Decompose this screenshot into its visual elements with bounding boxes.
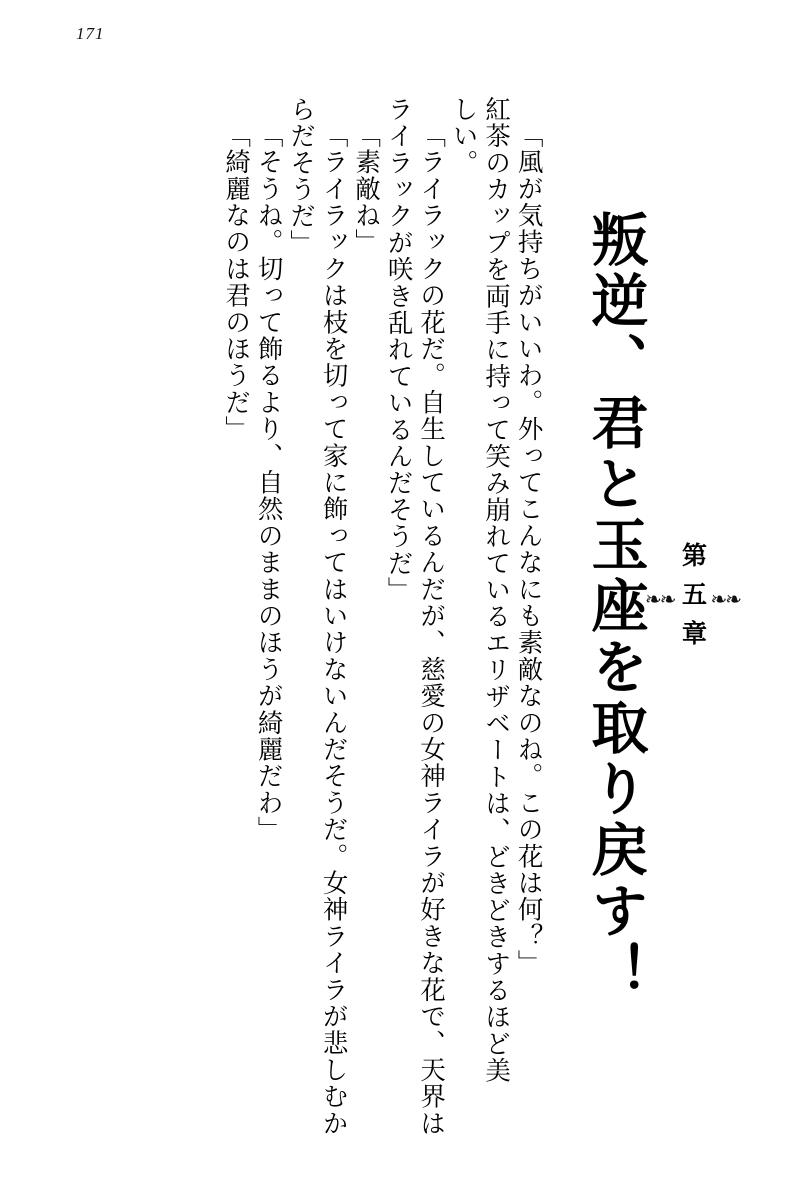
text-line: 「ライラックは枝を切って家に飾ってはいけないんだそうだ。女神ライラが悲しむか [318, 122, 349, 1137]
chapter-title: 叛逆、君と玉座を取り戻す！ [581, 209, 649, 1003]
chapter-heading-column [581, 96, 740, 1106]
text-line: 「綺麗なのは君のほうだ」 [221, 122, 252, 443]
text-line: 「ライラックの花だ。自生しているんだが、慈愛の女神ライラが好きな花で、天界は [416, 122, 447, 1137]
text-line: 「素敵ね」 [351, 122, 382, 256]
ornament-top-icon: ❧❧ [710, 589, 740, 611]
text-line: ライラックが咲き乱れているんだそうだ」 [383, 96, 414, 604]
text-line: 「風が気持ちがいいわ。外ってこんなにも素敵なのね。この花は何？」 [513, 122, 544, 977]
page-number: 171 [76, 24, 105, 43]
page-body [40, 96, 752, 1160]
chapter-heading [581, 96, 740, 1106]
chapter-label: 第五章 [678, 541, 708, 659]
text-line: しい。 [448, 96, 479, 177]
text-line: 紅茶のカップを両手に持って笑み崩れているエリザベートは、どきどきするほど美 [481, 96, 512, 1084]
text-line: 「そうね。切って飾るより、自然のままのほうが綺麗だわ」 [253, 122, 284, 843]
ornament-bottom-icon: ❧❧ [644, 589, 675, 611]
text-columns [216, 96, 544, 1162]
text-line: らだそうだ」 [286, 96, 317, 257]
